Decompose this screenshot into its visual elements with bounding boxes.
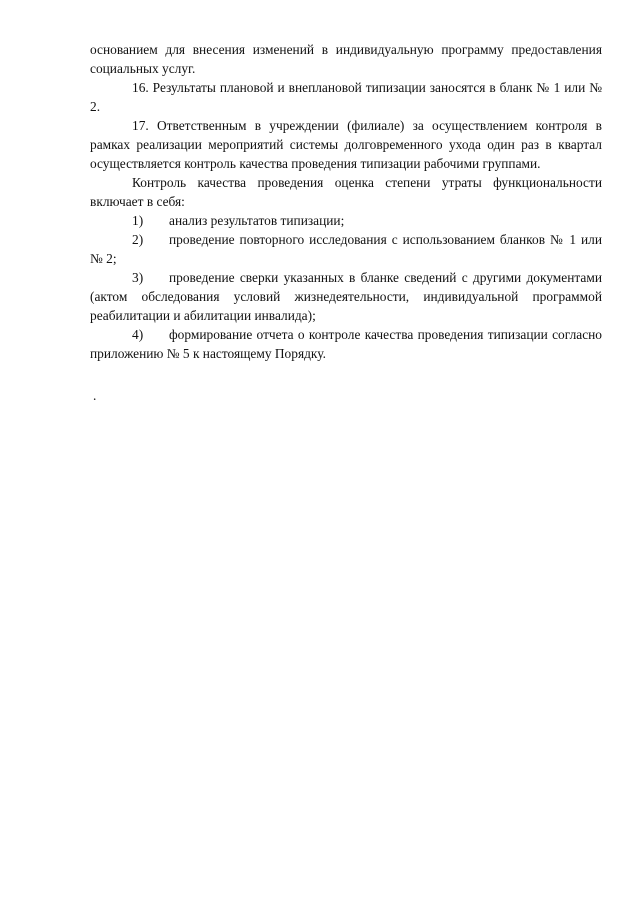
list-item-text: анализ результатов типизации; xyxy=(169,213,345,228)
list-item-number: 3) xyxy=(132,270,144,285)
list-item-text: проведение повторного исследования с использованием бланков № 1 или № 2; xyxy=(90,232,602,266)
trailing-mark: . xyxy=(93,388,97,403)
paragraph-16: 16. Результаты плановой и внеплановой типизации заносятся в бланк № 1 или № 2. xyxy=(90,80,602,114)
list-item-number: 1) xyxy=(132,213,144,228)
document-page xyxy=(90,40,602,363)
list-item-number: 4) xyxy=(132,327,144,342)
list-item xyxy=(90,230,602,268)
paragraph-continuation: основанием для внесения изменений в индивидуальную программу предоставления социальных услуг. xyxy=(90,42,602,76)
list-item xyxy=(90,268,602,325)
paragraph-17: 17. Ответственным в учреждении (филиале) за осуществлением контроля в рамках реализации мероприятий системы долговременного ухода один раз в квартал осуществляется контроль качества проведения типизации рабочими группами. xyxy=(90,118,602,171)
list-item-text: проведение сверки указанных в бланке сведений с другими документами (актом обследования условий жизнедеятельности, индивидуальной программой реабилитации и абилитации инвалида); xyxy=(90,270,602,323)
list-item-number: 2) xyxy=(132,232,144,247)
list-item xyxy=(90,211,602,230)
list-item xyxy=(90,325,602,363)
paragraph-control-intro: Контроль качества проведения оценка степени утраты функциональности включает в себя: xyxy=(90,175,602,209)
list-item-text: формирование отчета о контроле качества проведения типизации согласно приложению № 5 к настоящему Порядку. xyxy=(90,327,602,361)
